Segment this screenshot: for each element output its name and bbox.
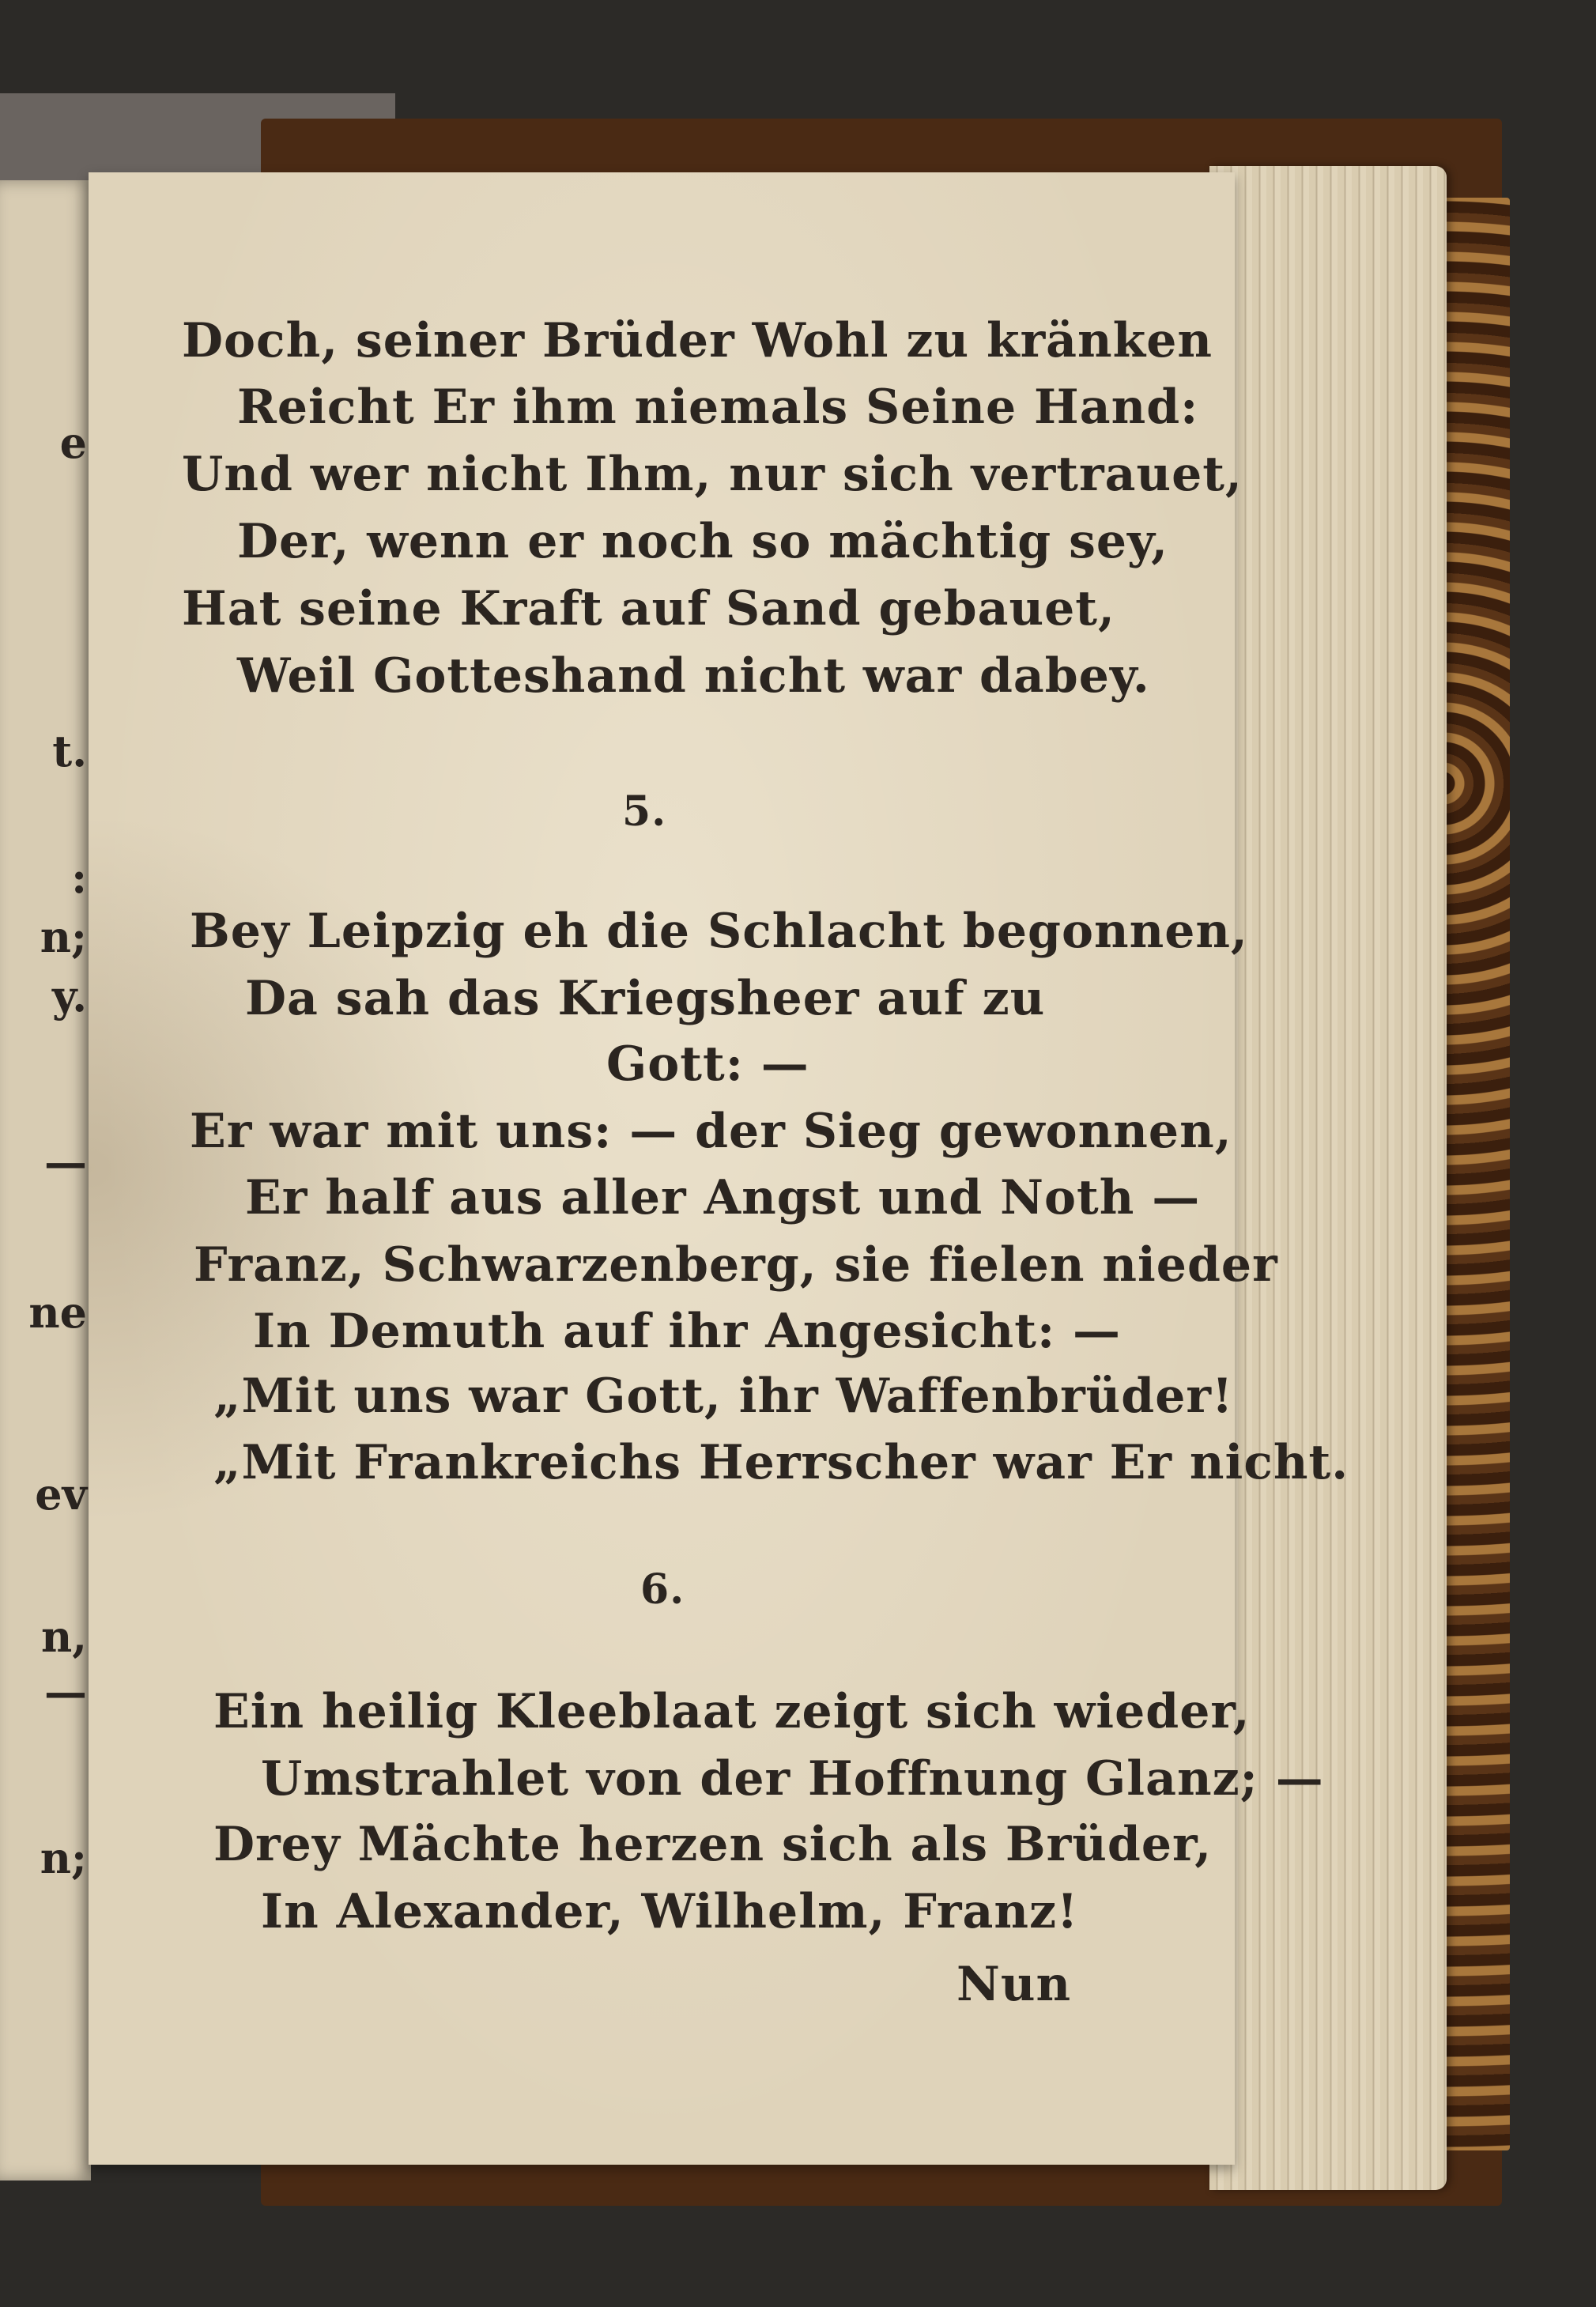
facing-page-fragment: t. <box>52 726 87 776</box>
verse-line: Franz, Schwarzenberg, sie fielen nieder <box>194 1237 1278 1293</box>
stanza-number: 5. <box>622 787 667 836</box>
facing-page-fragment: ev <box>35 1469 87 1520</box>
verse-line: Drey Mächte herzen sich als Brüder, <box>213 1817 1213 1872</box>
verse-line: Umstrahlet von der Hoffnung Glanz; — <box>261 1751 1324 1807</box>
verse-line: Und wer nicht Ihm, nur sich vertrauet, <box>182 447 1243 502</box>
facing-page-fragment: e <box>59 417 87 468</box>
verse-line: Er half aus aller Angst und Noth — <box>245 1170 1201 1225</box>
page-block-edges <box>1209 166 1447 2190</box>
verse-line: Der, wenn er noch so mächtig sey, <box>237 514 1169 569</box>
facing-page-fragment: ne <box>28 1287 87 1338</box>
facing-page-fragment: : <box>71 852 87 903</box>
verse-line: In Alexander, Wilhelm, Franz! <box>261 1884 1079 1939</box>
facing-page-fragment: n; <box>40 1833 87 1883</box>
facing-page-fragment: — <box>44 1667 87 1717</box>
facing-page-fragment: n, <box>40 1611 87 1662</box>
verse-line: Weil Gotteshand nicht war dabey. <box>237 648 1150 704</box>
verse-line: „Mit Frankreichs Herrscher war Er nicht. <box>213 1435 1349 1490</box>
verse-line: Ein heilig Kleeblaat zeigt sich wieder, <box>213 1684 1251 1739</box>
verse-line: „Mit uns war Gott, ihr Waffenbrüder! <box>213 1369 1234 1424</box>
stanza-number: 6. <box>640 1565 685 1614</box>
catchword: Nun <box>956 1957 1072 2012</box>
verse-line: Gott: — <box>606 1036 809 1092</box>
book-page <box>89 172 1349 2165</box>
verse-line: Er war mit uns: — der Sieg gewonnen, <box>190 1104 1232 1159</box>
verse-line: Doch, seiner Brüder Wohl zu kränken <box>182 313 1213 368</box>
verse-line: Da sah das Kriegsheer auf zu <box>245 971 1046 1026</box>
facing-page-fragment: — <box>44 1137 87 1187</box>
facing-page-fragment: y. <box>52 971 87 1021</box>
verse-line: In Demuth auf ihr Angesicht: — <box>253 1304 1122 1359</box>
verse-line: Bey Leipzig eh die Schlacht begonnen, <box>190 904 1248 959</box>
facing-page <box>0 180 91 2181</box>
facing-page-fragment: n; <box>40 912 87 962</box>
verse-line: Reicht Er ihm niemals Seine Hand: <box>237 379 1199 435</box>
verse-line: Hat seine Kraft auf Sand gebauet, <box>182 581 1115 636</box>
